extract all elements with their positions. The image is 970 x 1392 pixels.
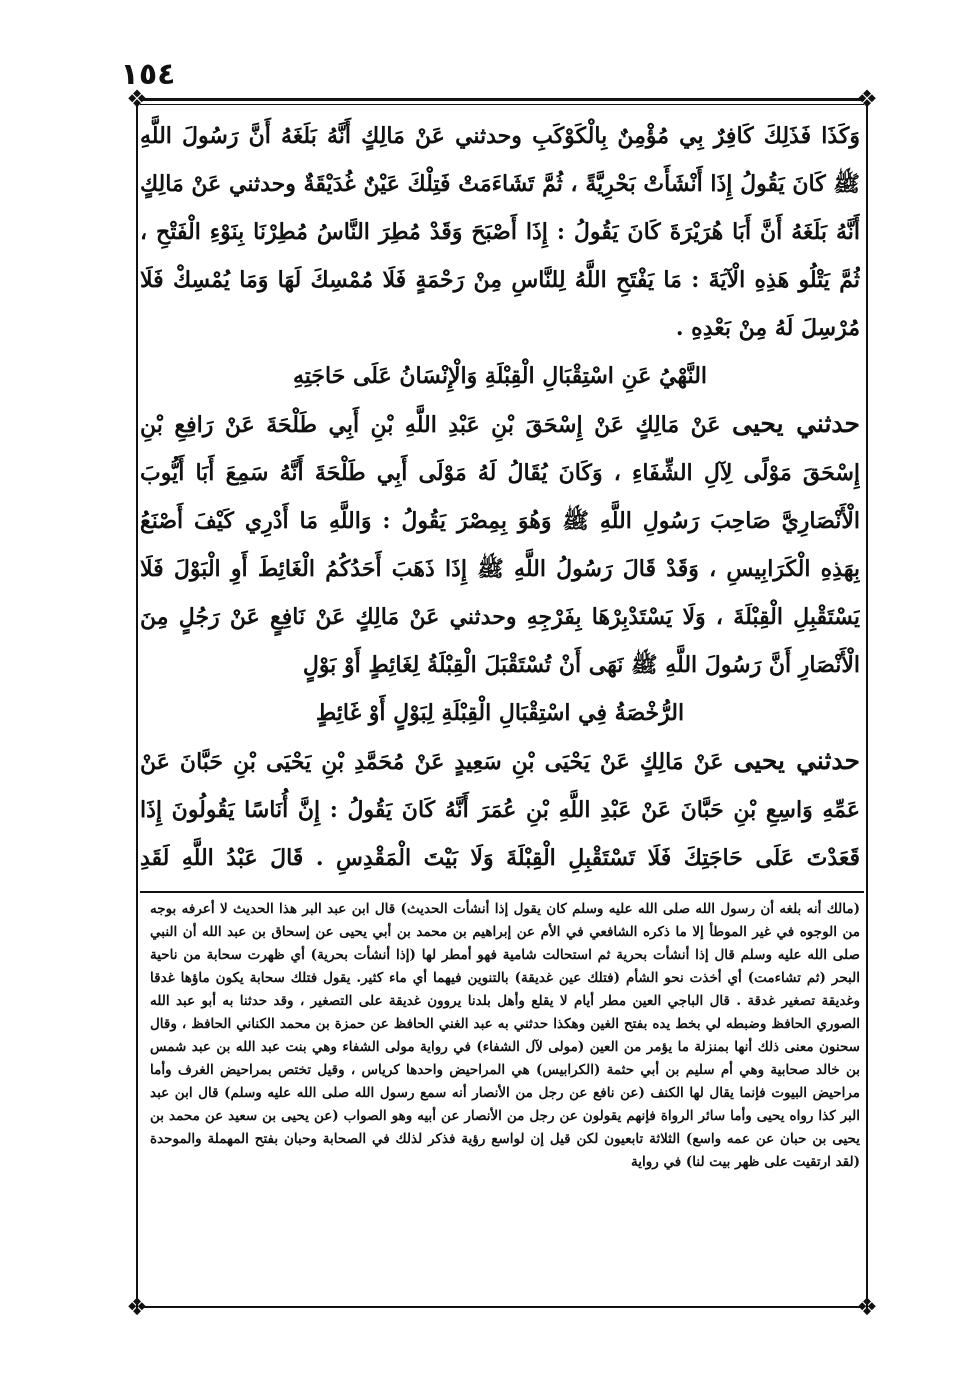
corner-ornament-icon: ❖ [126,85,148,113]
footnote-text: (مالك أنه بلغه أن رسول الله صلى الله عليه وسلم كان يقول إذا أنشأت الحديث) قال ابن عبد البر هذا الحديث لا أعرفه بوجه من الوجوه في غير الموطأ إلا ما ذكره الشافعي في الأم عن إبراهيم بن محمد بن أبي يحيى عن إسحاق بن عبد الله أن النبي صلى الله عليه وسلم قال إذا أنشأت بحرية ثم استحالت شامية فهو أمطر لها (إذا أنشأت بحرية) أي ظهرت سحابة من ناحية البحر (ثم تشاءمت) أي أخذت نحو الشأم (فتلك عين غديقة) بالتنوين فيهما أي ماء كثير. يقول فتلك سحابة يكون ماؤها غدقا وغديقة تصغير غدقة . قال الباجي العين مطر أيام لا يقلع وأهل بلدنا يروون غديقة على التصغير ، وقد حدثنا به أبو عبد الله الصوري الحافظ وضبطه لي بخط يده بفتح الغين وهكذا حدثني به عبد الغني الحافظ عن حمزة بن محمد الكناني الحافظ ، وقال سحنون معنى ذلك أنها بمنزلة ما يؤمر من العين (مولى لآل الشفاء) في رواية مولى الشفاء وهي بنت عبد الله بن عبد شمس بن خالد صحابية وهي أم سليم بن أبي حثمة (الكرابيس) هي المراحيض واحدها كرياس ، وقيل تختص بمراحيض الغرف وأما مراحيض البيوت فإنما يقال لها الكنف (عن نافع عن رجل من الأنصار أنه سمع رسول الله صلى الله عليه وسلم) قال ابن عبد البر كذا رواه يحيى وأما سائر الرواة فإنهم يقولون عن رجل من الأنصار عن أبيه وهو الصواب (عن يحيى بن سعيد عن محمد بن يحيى بن حبان عن عمه واسع) الثلاثة تابعيون لكن قيل إن لواسع رؤية فذكر لذلك في الصحابة وحبان بفتح المهملة والموحدة (لقد ارتقيت على ظهر بيت لنا) في رواية [150,901,860,1170]
frame-top-rule-inner [140,104,864,105]
narration-opening: حدثني يحيى [732,409,860,438]
chapter-heading-1: النَّهْيُ عَنِ اسْتِقْبَالِ الْقِبْلَةِ وَالْإِنْسَانُ عَلَى حَاجَتِهِ [292,363,708,389]
corner-ornament-icon: ❖ [856,1293,878,1321]
page-number: ١٥٤ [120,57,176,92]
paragraph-2-body: عَنْ مَالِكٍ عَنْ إِسْحَقَ بْنِ عَبْدِ اللَّهِ بْنِ أَبِي طَلْحَةَ عَنْ رَافِعِ بْنِ إِسْحَقَ مَوْلًى لِآلِ الشِّفَاءِ ، وَكَانَ يُقَالُ لَهُ مَوْلَى أَبِي طَلْحَةَ أَنَّهُ سَمِعَ أَبَا أَيُّوبَ الْأَنْصَارِيَّ صَاحِبَ رَسُولِ اللَّهِ ﷺ وَهُوَ بِمِصْرَ يَقُولُ : وَاللَّهِ مَا أَدْرِي كَيْفَ أَصْنَعُ بِهَذِهِ الْكَرَابِيسِ ، وَقَدْ قَالَ رَسُولُ اللَّهِ ﷺ إِذَا ذَهَبَ أَحَدُكُمُ الْغَائِطَ أَوِ الْبَوْلَ فَلَا يَسْتَقْبِلِ الْقِبْلَةَ ، وَلَا يَسْتَدْبِرْهَا بِفَرْجِهِ وحدثني عَنْ مَالِكٍ عَنْ نَافِعٍ عَنْ رَجُلٍ مِنَ الْأَنْصَارِ أَنَّ رَسُولَ اللَّهِ ﷺ نَهَى أَنْ تُسْتَقْبَلَ الْقِبْلَةُ لِغَائِطٍ أَوْ بَوْلٍ [140,412,860,678]
corner-ornament-icon: ❖ [126,1293,148,1321]
paragraph-3-body: عَنْ مَالِكٍ عَنْ يَحْيَى بْنِ سَعِيدٍ عَنْ مُحَمَّدِ بْنِ يَحْيَى بْنِ حَبَّانَ عَنْ عَمِّهِ وَاسِعِ بْنِ حَبَّانَ عَنْ عَبْدِ اللَّهِ بْنِ عُمَرَ أَنَّهُ كَانَ يَقُولُ : إِنَّ أُنَاسًا يَقُولُونَ إِذَا قَعَدْتَ عَلَى حَاجَتِكَ فَلَا تَسْتَقْبِلِ الْقِبْلَةَ وَلَا بَيْتَ الْمَقْدِسِ . قَالَ عَبْدُ اللَّهِ لَقَدِ [140,749,860,871]
paragraph-3 [140,737,860,884]
commentary-footnotes [150,898,860,1312]
frame-right-rule [866,100,868,1310]
corner-ornament-icon: ❖ [856,85,878,113]
frame-top-rule [140,98,864,101]
chapter-heading-2: الرُّخْصَةُ فِي اسْتِقْبَالِ الْقِبْلَةِ لِبَوْلٍ أَوْ غَائِطٍ [315,700,685,726]
paragraph-1: وَكَذَا فَذَلِكَ كَافِرٌ بِي مُؤْمِنٌ بِالْكَوْكَبِ ‌وحدثني عَنْ مَالِكٍ أَنَّهُ بَلَغَهُ أَنَّ رَسُولَ اللَّهِ ﷺ كَانَ يَقُولُ إِذَا أَنْشَأَتْ بَحْرِيَّةً ، ثُمَّ تَشَاءَمَتْ فَتِلْكَ عَيْنٌ غُدَيْقَةٌ ‌وحدثني عَنْ مَالِكٍ أَنَّهُ بَلَغَهُ أَنَّ أَبَا هُرَيْرَةَ كَانَ يَقُولُ : إِذَا أَصْبَحَ وَقَدْ مُطِرَ النَّاسُ مُطِرْنَا بِنَوْءِ الْفَتْحِ ، ثُمَّ يَتْلُو هَذِهِ الْآيَةَ : مَا يَفْتَحِ اللَّهُ لِلنَّاسِ مِنْ رَحْمَةٍ فَلَا مُمْسِكَ لَهَا وَمَا يُمْسِكْ فَلَا مُرْسِلَ لَهُ مِنْ بَعْدِهِ . [140,123,860,341]
narration-opening: حدثني يحيى [733,746,860,775]
footnote-divider [140,891,864,893]
frame-left-rule [136,100,138,1310]
main-text [140,112,860,884]
paragraph-2 [140,400,860,689]
